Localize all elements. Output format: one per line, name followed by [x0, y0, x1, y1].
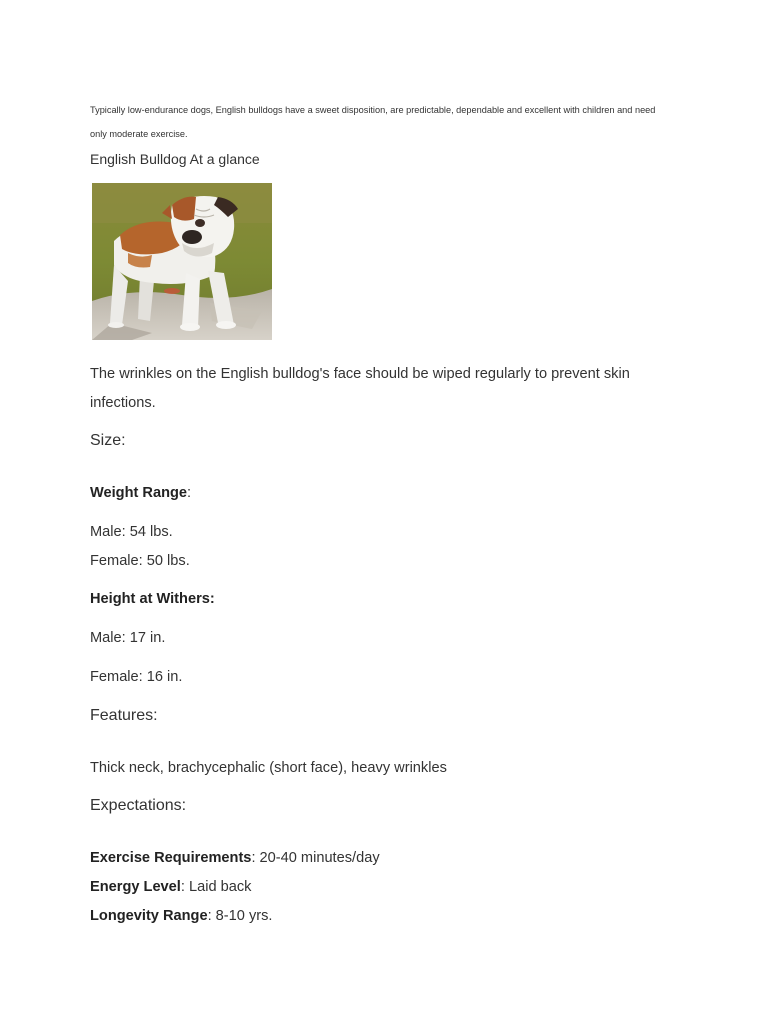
- wrinkles-note-line-1: The wrinkles on the English bulldog's face should be wiped regularly to prevent skin: [90, 366, 630, 382]
- features-heading: Features:: [90, 707, 158, 724]
- features-text: Thick neck, brachycephalic (short face), heavy wrinkles: [90, 760, 447, 776]
- weight-range-colon: :: [187, 485, 192, 501]
- weight-male: Male: 54 lbs.: [90, 524, 173, 540]
- exercise-requirements-value: : 20-40 minutes/day: [251, 850, 380, 866]
- weight-range-line: [90, 485, 191, 501]
- height-female: Female: 16 in.: [90, 669, 183, 685]
- height-withers-label: Height at Withers:: [90, 591, 215, 607]
- longevity-range-line: [90, 908, 272, 924]
- intro-line-1: Typically low-endurance dogs, English bulldogs have a sweet disposition, are predictable, dependable and excellent with children and need: [90, 105, 656, 115]
- energy-level-line: [90, 879, 251, 895]
- expectations-heading: Expectations:: [90, 797, 187, 814]
- exercise-requirements-label: Exercise Requirements: [90, 850, 252, 866]
- longevity-range-label: Longevity Range: [90, 908, 208, 924]
- energy-level-value: : Laid back: [180, 879, 252, 895]
- longevity-range-value: : 8-10 yrs.: [207, 908, 273, 924]
- exercise-requirements-line: [90, 850, 380, 866]
- height-male: Male: 17 in.: [90, 630, 166, 646]
- intro-line-2: only moderate exercise.: [90, 129, 188, 139]
- weight-range-label: Weight Range: [90, 485, 188, 501]
- wrinkles-note-line-2: infections.: [90, 395, 156, 411]
- energy-level-label: Energy Level: [90, 879, 181, 895]
- glance-title: English Bulldog At a glance: [90, 151, 260, 167]
- size-heading: Size:: [90, 432, 126, 449]
- bulldog-photo: [92, 183, 272, 340]
- weight-female: Female: 50 lbs.: [90, 553, 190, 569]
